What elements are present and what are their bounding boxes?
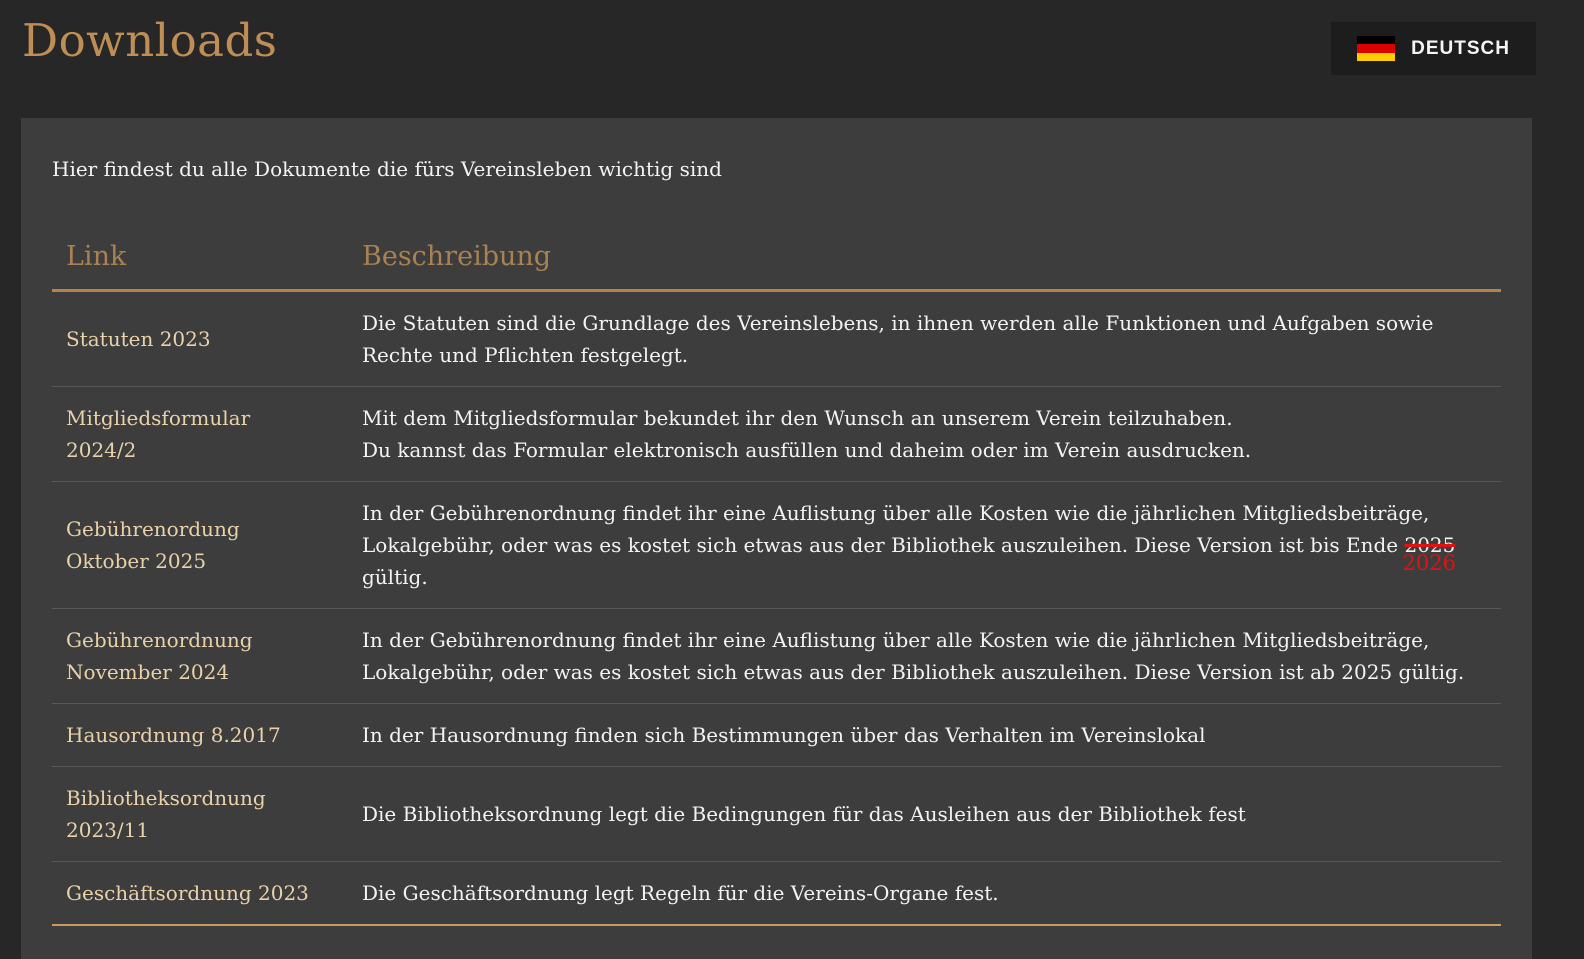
description-text: Die Bibliotheksordnung legt die Bedingungen für das Ausleihen aus der Bibliothek fest — [348, 767, 1501, 862]
table-row — [52, 767, 1501, 862]
description-text: Die Statuten sind die Grundlage des Vereinslebens, in ihnen werden alle Funktionen und Aufgaben sowie Rechte und Pflichten festgelegt. — [348, 291, 1501, 387]
description-line: Du kannst das Formular elektronisch ausfüllen und daheim oder im Verein ausdrucken. — [362, 438, 1252, 462]
struck-year-text: 2025 — [1404, 533, 1456, 557]
language-label: DEUTSCH — [1411, 37, 1510, 59]
download-link-gebuehrenordnung-november[interactable]: Gebührenordnung November 2024 — [66, 628, 253, 684]
description-text: In der Gebührenordnung findet ihr eine Auflistung über alle Kosten wie die jährlichen Mitgliedsbeiträge, Lokalgebühr, oder was es kostet sich etwas aus der Bibliothek auszuleihen. Diese Version ist ab 2025 gültig. — [348, 609, 1501, 704]
description-text: Die Geschäftsordnung legt Regeln für die Vereins-Organe fest. — [348, 862, 1501, 926]
description-text — [348, 482, 1501, 609]
table-row — [52, 609, 1501, 704]
table-header-row — [52, 241, 1501, 291]
table-row — [52, 704, 1501, 767]
column-header-link: Link — [52, 241, 348, 291]
correction-annotation: 2026 — [1402, 551, 1456, 575]
table-row — [52, 387, 1501, 482]
intro-text: Hier findest du alle Dokumente die fürs Vereinsleben wichtig sind — [52, 157, 722, 181]
download-link-mitgliedsformular[interactable]: Mitgliedsformular 2024/2 — [66, 406, 251, 462]
top-bar — [0, 0, 1584, 118]
german-flag-icon — [1357, 36, 1395, 61]
download-link-gebuehrenordnung-oktober[interactable]: Gebührenordung Oktober 2025 — [66, 517, 240, 573]
table-row — [52, 291, 1501, 387]
description-segment: gültig. — [362, 565, 428, 589]
language-switcher-button[interactable] — [1331, 22, 1536, 75]
flag-stripe-red — [1357, 44, 1395, 52]
page-title: Downloads — [22, 14, 278, 67]
flag-stripe-gold — [1357, 53, 1395, 61]
description-line: Mit dem Mitgliedsformular bekundet ihr den Wunsch an unserem Verein teilzuhaben. — [362, 406, 1233, 430]
download-link-hausordnung[interactable]: Hausordnung 8.2017 — [66, 723, 281, 747]
download-link-geschaeftsordnung[interactable]: Geschäftsordnung 2023 — [66, 881, 309, 905]
content-panel — [21, 118, 1532, 959]
edited-year — [1402, 529, 1456, 575]
description-text — [348, 387, 1501, 482]
downloads-table — [52, 241, 1501, 926]
description-segment: In der Gebührenordnung findet ihr eine Auflistung über alle Kosten wie die jährlichen Mitgliedsbeiträge, Lokalgebühr, oder was es kostet sich etwas aus der Bibliothek auszuleihen. Diese Version ist bis Ende — [362, 501, 1430, 557]
download-link-bibliotheksordnung[interactable]: Bibliotheksordnung 2023/11 — [66, 786, 266, 842]
column-header-beschreibung: Beschreibung — [348, 241, 1501, 291]
table-row — [52, 862, 1501, 926]
download-link-statuten[interactable]: Statuten 2023 — [66, 327, 211, 351]
table-row — [52, 482, 1501, 609]
flag-stripe-black — [1357, 36, 1395, 44]
description-text: In der Hausordnung finden sich Bestimmungen über das Verhalten im Vereinslokal — [348, 704, 1501, 767]
